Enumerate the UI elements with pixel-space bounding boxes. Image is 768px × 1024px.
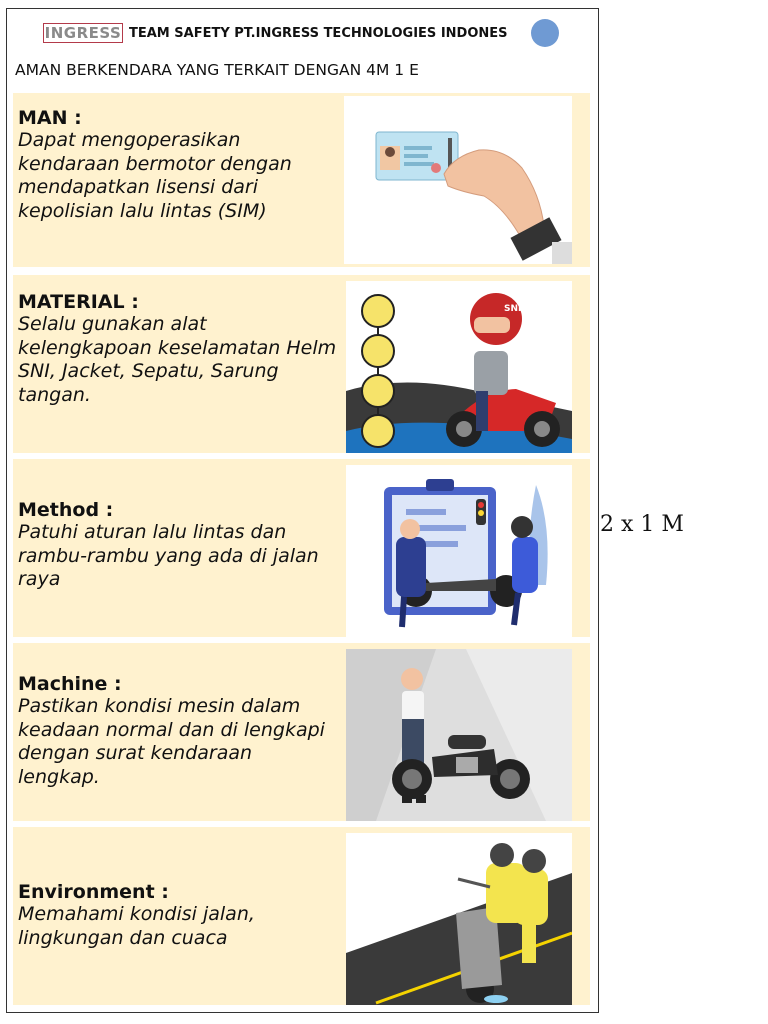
section-man bbox=[13, 93, 590, 267]
license-card-illustration bbox=[344, 96, 572, 264]
section-title: Method : bbox=[18, 499, 114, 521]
poster-header bbox=[43, 21, 508, 45]
section-description: Selalu gunakan alat kelengkapoan keselamatan Helm SNI, Jacket, Sepatu, Sarung tangan. bbox=[18, 313, 337, 406]
section-material bbox=[13, 275, 590, 453]
mechanic-motorcycle-illustration bbox=[346, 649, 572, 821]
size-label: 2 x 1 M bbox=[600, 512, 684, 537]
poster-subtitle: AMAN BERKENDARA YANG TERKAIT DENGAN 4M 1 E bbox=[15, 61, 419, 79]
section-title: MAN : bbox=[18, 107, 82, 129]
ingress-logo: INGRESS bbox=[44, 24, 122, 42]
traffic-rules-illustration bbox=[346, 465, 572, 637]
section-title: MATERIAL : bbox=[18, 291, 139, 313]
section-description: Dapat mengoperasikan kendaraan bermotor dengan mendapatkan lisensi dari kepolisian lalu lintas (SIM) bbox=[18, 129, 292, 222]
section-description: Memahami kondisi jalan, lingkungan dan cuaca bbox=[18, 903, 255, 949]
safety-gear-illustration bbox=[346, 281, 572, 453]
section-description: Pastikan kondisi mesin dalam keadaan normal dan di lengkapi dengan surat kendaraan lengkap. bbox=[18, 695, 325, 788]
section-title: Machine : bbox=[18, 673, 122, 695]
safety-poster bbox=[6, 8, 599, 1013]
section-method bbox=[13, 459, 590, 637]
scooter-riders-illustration bbox=[346, 833, 572, 1005]
blue-circle-icon bbox=[531, 19, 559, 47]
section-title: Environment : bbox=[18, 881, 169, 903]
helmet-sni-text: SNI bbox=[504, 304, 522, 314]
company-title: TEAM SAFETY PT.INGRESS TECHNOLOGIES INDONES bbox=[129, 25, 508, 41]
section-environment bbox=[13, 827, 590, 1005]
section-description: Patuhi aturan lalu lintas dan rambu-rambu yang ada di jalan raya bbox=[18, 521, 319, 590]
section-machine bbox=[13, 643, 590, 821]
